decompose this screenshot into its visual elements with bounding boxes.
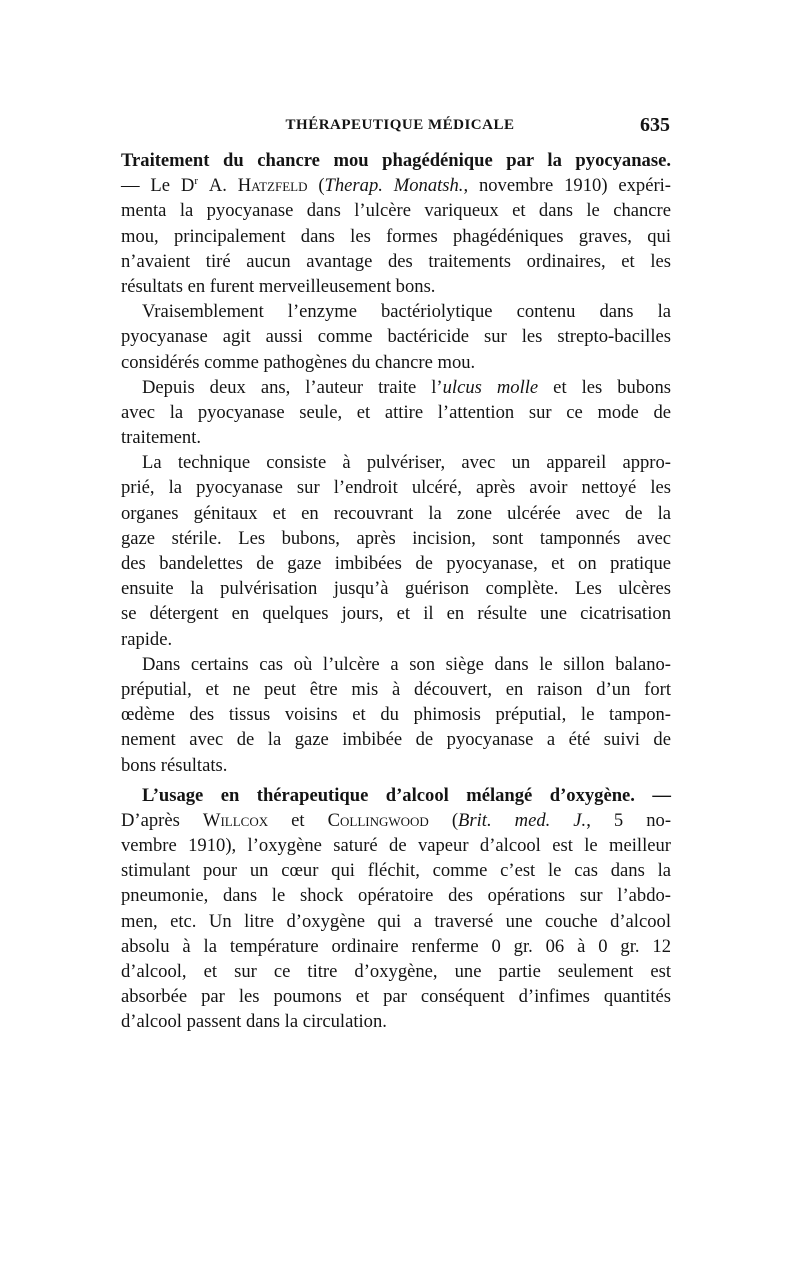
paragraph-line: traitement. — [121, 427, 202, 449]
paragraph-line: La technique consiste à pulvériser, avec un appareil appro- — [142, 452, 671, 474]
text-span: — Le D — [121, 175, 195, 197]
journal-title: Brit. med. J. — [458, 809, 587, 831]
paragraph-line: n’avaient tiré aucun avantage des traitements ordinaires, et les — [121, 250, 671, 272]
paragraph-line: considérés comme pathogènes du chancre mou. — [121, 351, 476, 373]
author-name: Collingwood — [327, 809, 429, 831]
italic-term: ulcus molle — [442, 376, 539, 398]
section-heading: Traitement du chancre mou phagédénique par la pyocyanase. — [121, 150, 671, 171]
paragraph-line: d’alcool passent dans la circulation. — [121, 1011, 387, 1033]
body-text — [121, 148, 671, 1035]
section-heading: L’usage en thérapeutique d’alcool mélangé d’oxygène. — — [142, 784, 671, 806]
paragraph-line: absolu à la température ordinaire renferme 0 gr. 06 à 0 gr. 12 — [121, 935, 671, 957]
paragraph-line: mou, principalement dans les formes phagédéniques graves, qui — [121, 225, 671, 247]
paragraph-line: absorbée par les poumons et par conséquent d’infimes quantités — [121, 986, 671, 1008]
paragraph-line: nement avec de la gaze imbibée de pyocyanase a été suivi de — [121, 729, 671, 751]
paragraph — [121, 375, 671, 451]
paragraph-line — [121, 808, 671, 833]
author-name: A. Hatzfeld — [208, 175, 308, 197]
paragraph-line: d’alcool, et sur ce titre d’oxygène, une partie seulement est — [121, 961, 671, 982]
paragraph-line: prié, la pyocyanase sur l’endroit ulcéré, après avoir nettoyé les — [121, 477, 671, 499]
text-span: D’après — [121, 809, 203, 831]
paragraph — [121, 450, 671, 652]
paragraph-line: vembre 1910), l’oxygène saturé de vapeur d’alcool est le meilleur — [121, 835, 671, 857]
paragraph-line: bons résultats. — [121, 754, 228, 776]
paragraph — [121, 652, 671, 778]
running-head — [130, 114, 670, 140]
section-pyocyanase — [121, 148, 671, 778]
section-alcool-oxygene — [121, 783, 671, 1035]
author-name: Willcox — [202, 809, 269, 831]
paragraph-line: ensuite la pulvérisation jusqu’à guérison complète. Les ulcères — [121, 578, 671, 600]
paragraph-line — [121, 173, 671, 198]
paragraph-line: organes génitaux et en recouvrant la zone ulcérée avec de la — [121, 502, 671, 524]
paragraph — [121, 808, 671, 1035]
paragraph-line: se détergent en quelques jours, et il en résulte une cicatrisation — [121, 603, 671, 625]
text-span: Depuis deux ans, l’auteur traite l’ — [142, 376, 443, 398]
paragraph-line: des bandelettes de gaze imbibées de pyocyanase, et on pratique — [121, 553, 671, 574]
paragraph-line — [121, 375, 671, 400]
paragraph-line: men, etc. Un litre d’oxygène qui a traversé une couche d’alcool — [121, 910, 671, 932]
page-number: 635 — [640, 114, 670, 136]
paragraph-line: rapide. — [121, 628, 173, 650]
paragraph-line: menta la pyocyanase dans l’ulcère variqueux et dans le chancre — [121, 200, 671, 222]
paragraph-line: Vraisemblement l’enzyme bactériolytique contenu dans la — [142, 301, 671, 323]
paragraph — [121, 173, 671, 299]
paragraph-line: préputial, et ne peut être mis à découvert, en raison d’un fort — [121, 678, 671, 700]
text-span: et les bubons — [538, 376, 671, 398]
paragraph-line: gaze stérile. Les bubons, après incision, sont tamponnés avec — [121, 527, 671, 549]
paragraph — [121, 299, 671, 375]
paragraph-line: stimulant pour un cœur qui fléchit, comme c’est le cas dans la — [121, 860, 671, 882]
paragraph-line: œdème des tissus voisins et du phimosis préputial, le tampon- — [121, 704, 671, 726]
paragraph-line: Dans certains cas où l’ulcère a son siège dans le sillon balano- — [142, 653, 671, 675]
journal-title: Therap. Monatsh. — [324, 175, 464, 197]
running-title: THÉRAPEUTIQUE MÉDICALE — [285, 117, 515, 133]
text-span: ( — [428, 809, 459, 831]
text-span: et — [268, 809, 328, 831]
paragraph-line: résultats en furent merveilleusement bons. — [121, 275, 436, 297]
paragraph-line: pyocyanase agit aussi comme bactéricide sur les strepto-bacilles — [121, 326, 671, 348]
text-span: ( — [307, 175, 325, 197]
paragraph-line: avec la pyocyanase seule, et attire l’attention sur ce mode de — [121, 401, 671, 423]
superscript: r — [194, 175, 198, 187]
text-span: , 5 no- — [586, 809, 672, 831]
text-span: , novembre 1910) expéri- — [463, 175, 671, 197]
paragraph-line: pneumonie, dans le shock opératoire des opérations sur l’abdo- — [121, 885, 671, 907]
